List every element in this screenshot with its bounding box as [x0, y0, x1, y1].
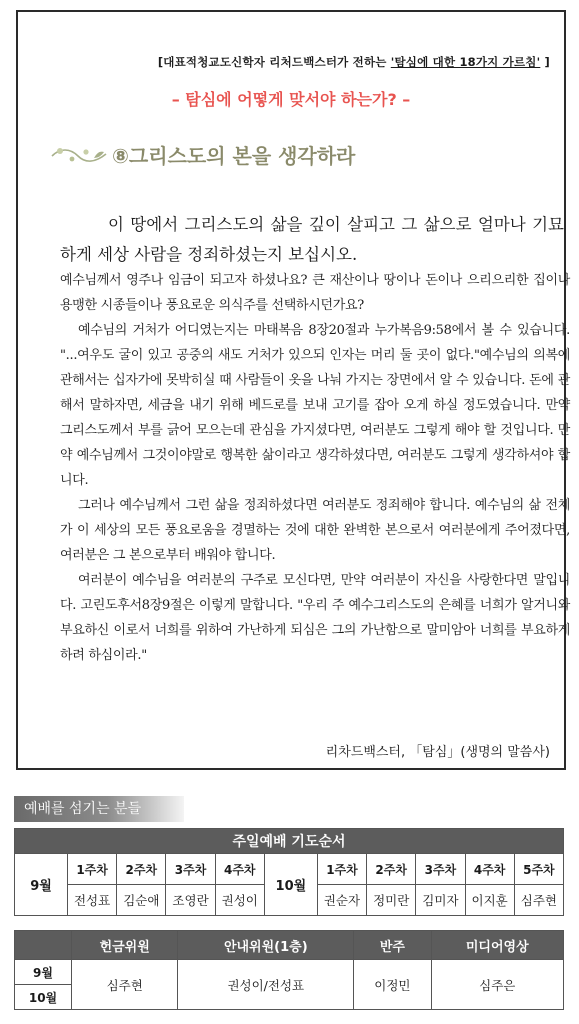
series-header: [대표적청교도신학자 리처드백스터가 전하는 '탐심에 대한 18가지 가르침' ]: [157, 55, 550, 69]
prayer-name: 전성표: [68, 885, 117, 916]
prayer-name: 정미란: [367, 885, 416, 916]
month-label: 9월: [15, 854, 68, 916]
duty-value: 심주현: [72, 960, 178, 1010]
duty-value: 권성이/전성표: [178, 960, 354, 1010]
prayer-name: 권순자: [317, 885, 366, 916]
duty-header: 안내위원(1층): [178, 931, 354, 960]
duty-header: 미디어영상: [431, 931, 563, 960]
duty-value: 심주은: [431, 960, 563, 1010]
prayer-order-table: [14, 828, 564, 916]
prayer-name: 조영란: [166, 885, 215, 916]
week-header: 1주차: [317, 854, 366, 885]
prayer-name: 김순애: [117, 885, 166, 916]
body-paragraph: 여러분이 예수님을 여러분의 구주로 모신다면, 만약 여러분이 자신을 사랑한다면 말입니다. 고린도후서8장9절은 이렇게 말합니다. "우리 주 예수그리스도의 은혜를 너희가 알거니와 부요하신 이로서 너희를 위하여 가난하게 되심은 그의 가난함으로 말미암아 너희를 부요하게 하려 하심이라.": [60, 573, 570, 663]
lead-paragraph: 이 땅에서 그리스도의 삶을 깊이 살피고 그 삶으로 얼마나 기묘하게 세상 사람을 정죄하셨는지 보십시오.: [60, 215, 564, 264]
vine-ornament-icon: [50, 142, 108, 168]
article-body: [60, 268, 570, 668]
month-label: 10월: [15, 985, 72, 1010]
week-header: 4주차: [215, 854, 264, 885]
worship-section-label: 예배를 섬기는 분들: [14, 796, 184, 822]
service-duty-table: [14, 930, 564, 1010]
body-paragraph: 그러나 예수님께서 그런 삶을 정죄하셨다면 여러분도 정죄해야 합니다. 예수님의 삶 전체가 이 세상의 모든 풍요로움을 경멸하는 것에 대한 완벽한 본으로서 여러분에게 주어졌다면, 여러분은 그 본으로부터 배워야 합니다.: [60, 498, 570, 563]
corner-cell: [15, 931, 72, 960]
article-subtitle: – 탐심에 어떻게 맞서야 하는가? –: [171, 90, 411, 109]
month-label: 9월: [15, 960, 72, 985]
prayer-name: 김미자: [416, 885, 465, 916]
source-citation: 리차드백스터, 「탐심」(생명의 말씀사): [325, 745, 550, 760]
section-title: ⑧그리스도의 본을 생각하라: [50, 140, 355, 169]
week-header: 2주차: [117, 854, 166, 885]
week-header: 5주차: [514, 854, 563, 885]
article-box: [16, 10, 570, 770]
prayer-name: 권성이: [215, 885, 264, 916]
duty-header: 헌금위원: [72, 931, 178, 960]
prayer-name: 심주현: [514, 885, 563, 916]
month-label: 10월: [264, 854, 317, 916]
duty-header: 반주: [354, 931, 431, 960]
duty-value: 이정민: [354, 960, 431, 1010]
week-header: 2주차: [367, 854, 416, 885]
week-header: 4주차: [465, 854, 514, 885]
prayer-name: 이지훈: [465, 885, 514, 916]
week-header: 3주차: [166, 854, 215, 885]
prayer-table-title: 주일예배 기도순서: [15, 829, 564, 854]
week-header: 1주차: [68, 854, 117, 885]
body-paragraph: 예수님께서 영주나 임금이 되고자 하셨나요? 큰 재산이나 땅이나 돈이나 으리으리한 집이나 용맹한 시종들이나 풍요로운 의식주를 선택하시던가요?: [60, 273, 570, 313]
week-header: 3주차: [416, 854, 465, 885]
body-paragraph: 예수님의 거처가 어디였는지는 마태복음 8장20절과 누가복음9:58에서 볼 수 있습니다. "...여우도 굴이 있고 공중의 새도 거처가 있으되 인자는 머리 둘 곳이 없다."예수님의 의복에 관해서는 십자가에 못박히실 때 사람들이 옷을 나눠 가지는 장면에서 알 수 있습니다. 돈에 관해서 말하자면, 세금을 내기 위해 베드로를 보내 고기를 잡아 오게 하실 정도였습니다. 만약 그리스도께서 부를 긁어 모으는데 관심을 가지셨다면, 여러분도 그렇게 해야 할 것입니다. 만약 예수님께서 그것이야말로 행복한 삶이라고 생각하셨다면, 여러분도 그렇게 생각하셔야 합니다.: [60, 323, 570, 488]
